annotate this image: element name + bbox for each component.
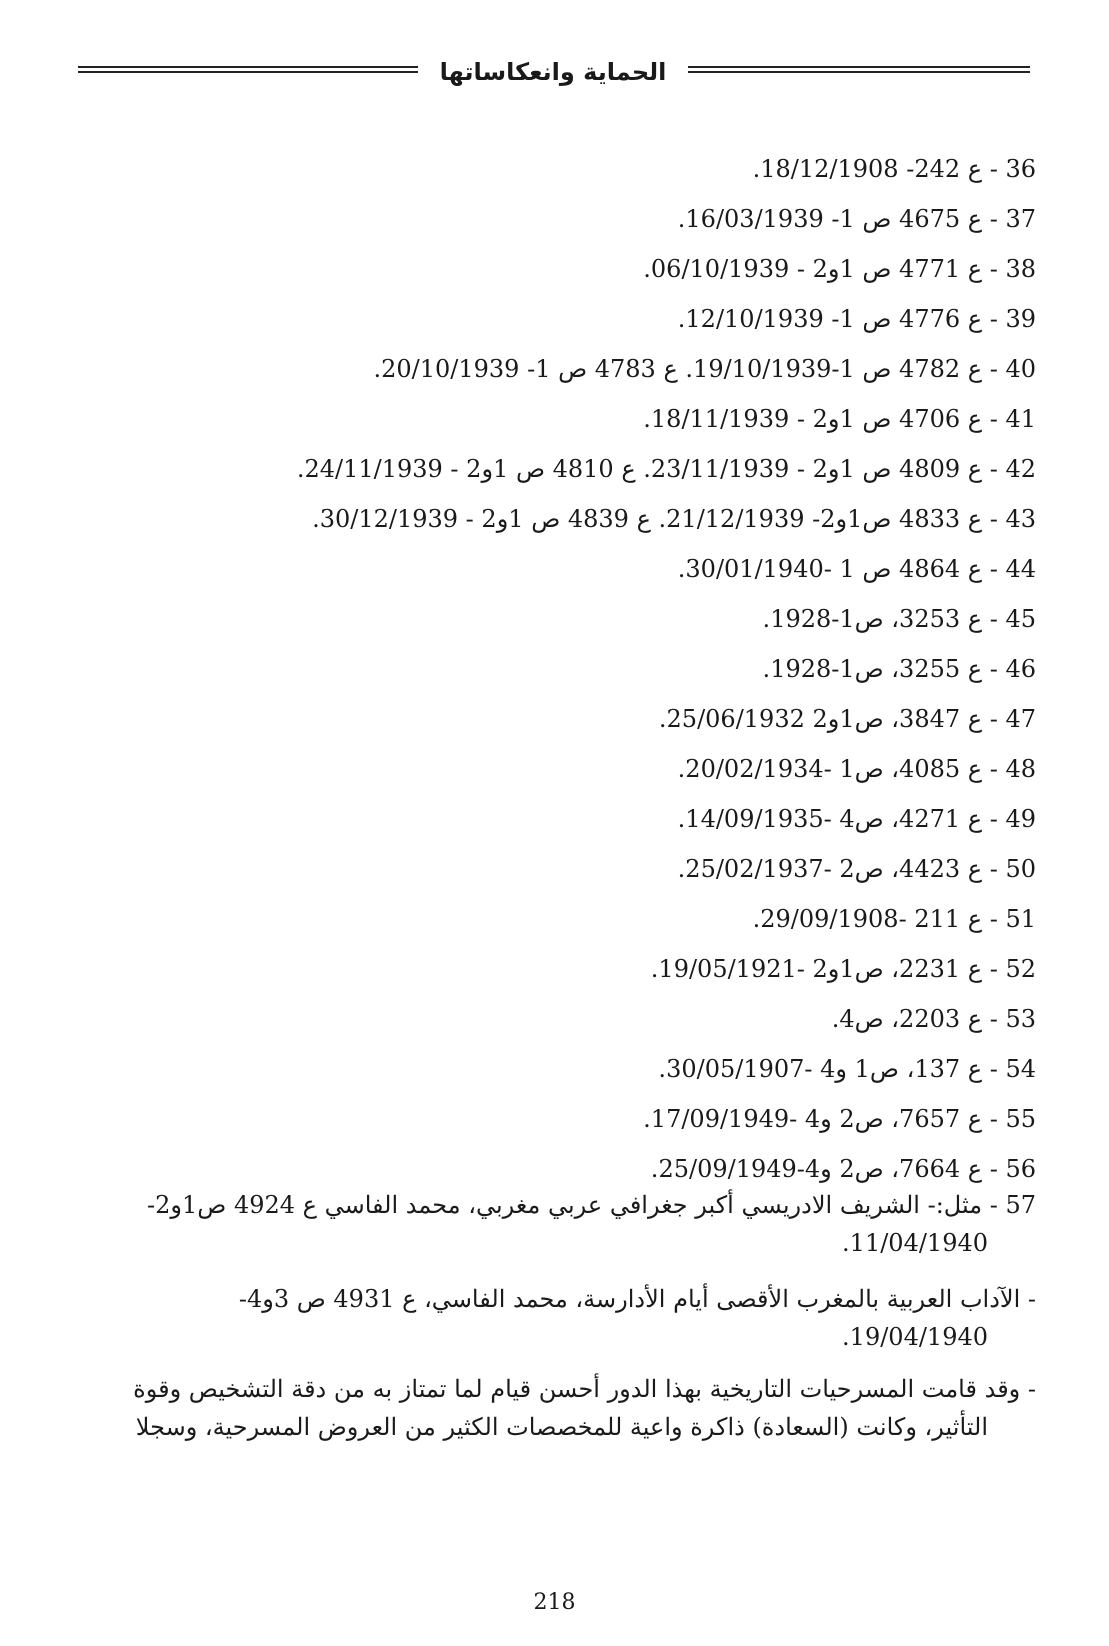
note-text: ع 3255، ص1-1928.: [762, 655, 983, 683]
paragraph-line: التأثير، وكانت (السعادة) ذاكرة واعية للمخصصات الكثير من العروض المسرحية، وسجلا: [135, 1413, 988, 1441]
note-53: 53 - ع 2203، ص4.: [831, 1005, 1036, 1033]
note-number: 45: [1005, 605, 1036, 633]
note-48: 48 - ع 4085، ص1 -20/02/1934.: [677, 755, 1036, 783]
note-57: 57 - مثل:- الشريف الادريسي أكبر جغرافي عربي مغربي، محمد الفاسي ع 4924 ص1و2- 11/04/1940.: [80, 1186, 1036, 1262]
note-number: 37: [1005, 205, 1036, 233]
note-text: - الآداب العربية بالمغرب الأقصى أيام الأدارسة، محمد الفاسي، ع 4931 ص 3و4-: [238, 1285, 1036, 1313]
note-43: 43 - ع 4833 ص1و2- 21/12/1939. ع 4839 ص 1و2 - 30/12/1939.: [312, 505, 1036, 533]
note-text: مثل:- الشريف الادريسي أكبر جغرافي عربي مغربي، محمد الفاسي ع 4924 ص1و2-: [147, 1191, 983, 1219]
note-46: 46 - ع 3255، ص1-1928.: [762, 655, 1036, 683]
note-55: 55 - ع 7657، ص2 و4 -17/09/1949.: [643, 1105, 1036, 1133]
note-52: 52 - ع 2231، ص1و2 -19/05/1921.: [650, 955, 1036, 983]
note-number: 42: [1005, 455, 1036, 483]
note-number: 54: [1005, 1055, 1036, 1083]
note-text: ع 4809 ص 1و2 - 23/11/1939. ع 4810 ص 1و2 - 24/11/1939.: [296, 455, 983, 483]
note-number: 40: [1005, 355, 1036, 383]
note-text: ع 4085، ص1 -20/02/1934.: [677, 755, 983, 783]
note-44: 44 - ع 4864 ص 1 -30/01/1940.: [677, 555, 1036, 583]
note-text: ع 4423، ص2 -25/02/1937.: [677, 855, 983, 883]
note-number: 48: [1005, 755, 1036, 783]
note-text: ع 7657، ص2 و4 -17/09/1949.: [643, 1105, 983, 1133]
note-47: 47 - ع 3847، ص1و2 25/06/1932.: [658, 705, 1036, 733]
note-text: ع 4782 ص 1-19/10/1939. ع 4783 ص 1- 20/10/1939.: [373, 355, 983, 383]
note-38: 38 - ع 4771 ص 1و2 - 06/10/1939.: [643, 255, 1036, 283]
note-number: 50: [1005, 855, 1036, 883]
note-57-item-2: [80, 1280, 1036, 1356]
paragraph-line: - وقد قامت المسرحيات التاريخية بهذا الدور أحسن قيام لما تمتاز به من دقة التشخيص وقوة: [133, 1375, 1036, 1403]
note-number: 56: [1005, 1155, 1036, 1183]
note-number: 38: [1005, 255, 1036, 283]
note-50: 50 - ع 4423، ص2 -25/02/1937.: [677, 855, 1036, 883]
note-36: 36 - ع 242- 18/12/1908.: [752, 155, 1036, 183]
note-56: 56 - ع 7664، ص2 و4-25/09/1949.: [650, 1155, 1036, 1183]
running-title: الحماية وانعكاساتها: [439, 58, 667, 86]
note-number: 52: [1005, 955, 1036, 983]
note-text: ع 3253، ص1-1928.: [762, 605, 983, 633]
note-text: ع 4771 ص 1و2 - 06/10/1939.: [643, 255, 983, 283]
note-text: ع 4833 ص1و2- 21/12/1939. ع 4839 ص 1و2 - 30/12/1939.: [312, 505, 983, 533]
note-number: 44: [1005, 555, 1036, 583]
note-number: 41: [1005, 405, 1036, 433]
note-45: 45 - ع 3253، ص1-1928.: [762, 605, 1036, 633]
note-51: 51 - ع 211 -29/09/1908.: [752, 905, 1036, 933]
note-49: 49 - ع 4271، ص4 -14/09/1935.: [677, 805, 1036, 833]
note-number: 47: [1005, 705, 1036, 733]
note-text: ع 4706 ص 1و2 - 18/11/1939.: [643, 405, 983, 433]
note-text: ع 2231، ص1و2 -19/05/1921.: [650, 955, 983, 983]
note-57-paragraph: [80, 1370, 1036, 1446]
note-number: 55: [1005, 1105, 1036, 1133]
note-text: ع 4271، ص4 -14/09/1935.: [677, 805, 983, 833]
note-number: 57: [1005, 1191, 1036, 1219]
note-37: 37 - ع 4675 ص 1- 16/03/1939.: [677, 205, 1036, 233]
note-text: ع 4776 ص 1- 12/10/1939.: [677, 305, 983, 333]
note-text-continued: 11/04/1940.: [842, 1229, 988, 1257]
note-text: ع 211 -29/09/1908.: [752, 905, 983, 933]
note-number: 46: [1005, 655, 1036, 683]
note-text: ع 2203، ص4.: [831, 1005, 983, 1033]
note-text: ع 242- 18/12/1908.: [752, 155, 983, 183]
note-number: 43: [1005, 505, 1036, 533]
note-text: ع 137، ص1 و4 -30/05/1907.: [658, 1055, 983, 1083]
note-number: 49: [1005, 805, 1036, 833]
note-text-continued: 19/04/1940.: [842, 1323, 988, 1351]
note-text: ع 7664، ص2 و4-25/09/1949.: [650, 1155, 983, 1183]
note-text: ع 3847، ص1و2 25/06/1932.: [658, 705, 983, 733]
note-41: 41 - ع 4706 ص 1و2 - 18/11/1939.: [643, 405, 1036, 433]
note-54: 54 - ع 137، ص1 و4 -30/05/1907.: [658, 1055, 1036, 1083]
note-number: 36: [1005, 155, 1036, 183]
footnote-list: [296, 154, 1036, 1204]
header-rule-left: [78, 66, 418, 78]
page-header: [78, 52, 1030, 96]
header-rule-right: [688, 66, 1030, 78]
page-number: 218: [533, 1590, 576, 1615]
note-text: ع 4864 ص 1 -30/01/1940.: [677, 555, 983, 583]
note-40: 40 - ع 4782 ص 1-19/10/1939. ع 4783 ص 1- 20/10/1939.: [373, 355, 1036, 383]
note-number: 53: [1005, 1005, 1036, 1033]
note-42: 42 - ع 4809 ص 1و2 - 23/11/1939. ع 4810 ص 1و2 - 24/11/1939.: [296, 455, 1036, 483]
note-number: 39: [1005, 305, 1036, 333]
note-number: 51: [1005, 905, 1036, 933]
note-39: 39 - ع 4776 ص 1- 12/10/1939.: [677, 305, 1036, 333]
note-text: ع 4675 ص 1- 16/03/1939.: [677, 205, 983, 233]
